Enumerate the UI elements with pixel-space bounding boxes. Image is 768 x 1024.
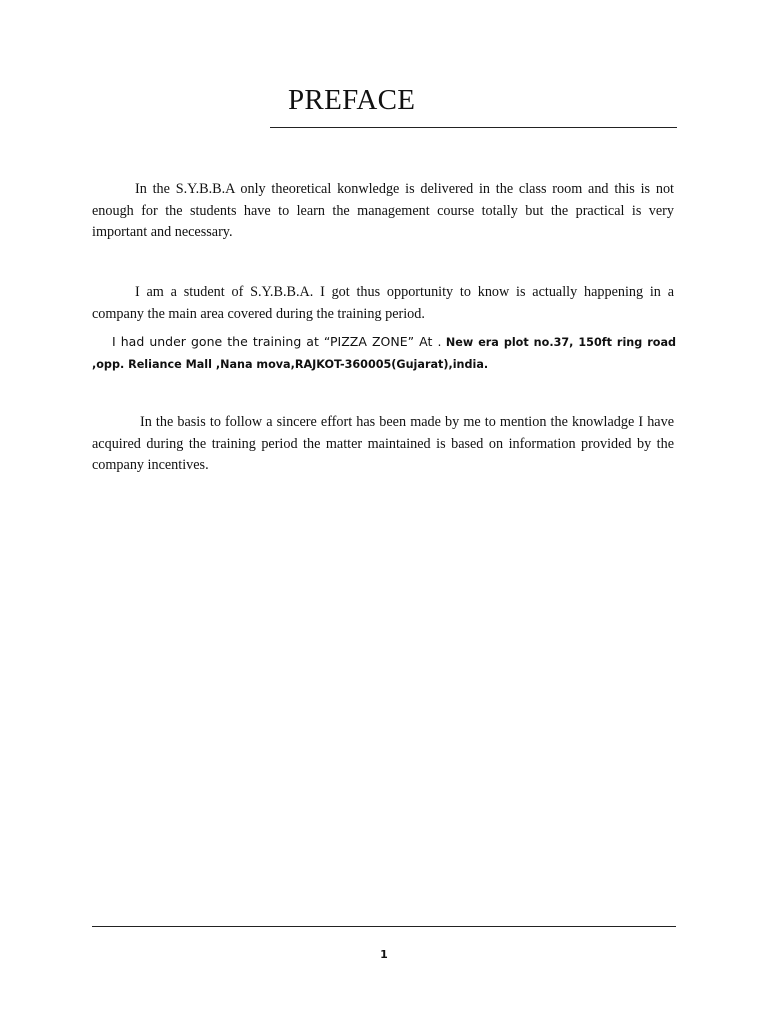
training-address: New era plot no.37, 150ft ring road ,opp. Reliance Mall ,Nana mova,RAJKOT-360005(Gujarat),india. <box>92 336 677 371</box>
paragraph-intro: In the S.Y.B.B.A only theoretical konwledge is delivered in the class room and this is not enough for the students have to learn the management course totally but the practical is very important and necessary. <box>92 181 674 240</box>
training-lead-text: I had under gone the training at “PIZZA ZONE” At . <box>112 334 442 349</box>
paragraph-training <box>92 331 676 375</box>
paragraph-basis: In the basis to follow a sincere effort has been made by me to mention the knowladge I have acquired during the training period the matter maintained is based on information provided by the company incentives. <box>92 414 674 473</box>
paragraph-student: I am a student of S.Y.B.B.A. I got thus opportunity to know is actually happening in a company the main area covered during the training period. <box>92 284 674 322</box>
title-underline <box>270 127 677 128</box>
footer-rule <box>92 926 676 927</box>
page-title: PREFACE <box>288 84 416 116</box>
page-number: 1 <box>380 948 388 961</box>
